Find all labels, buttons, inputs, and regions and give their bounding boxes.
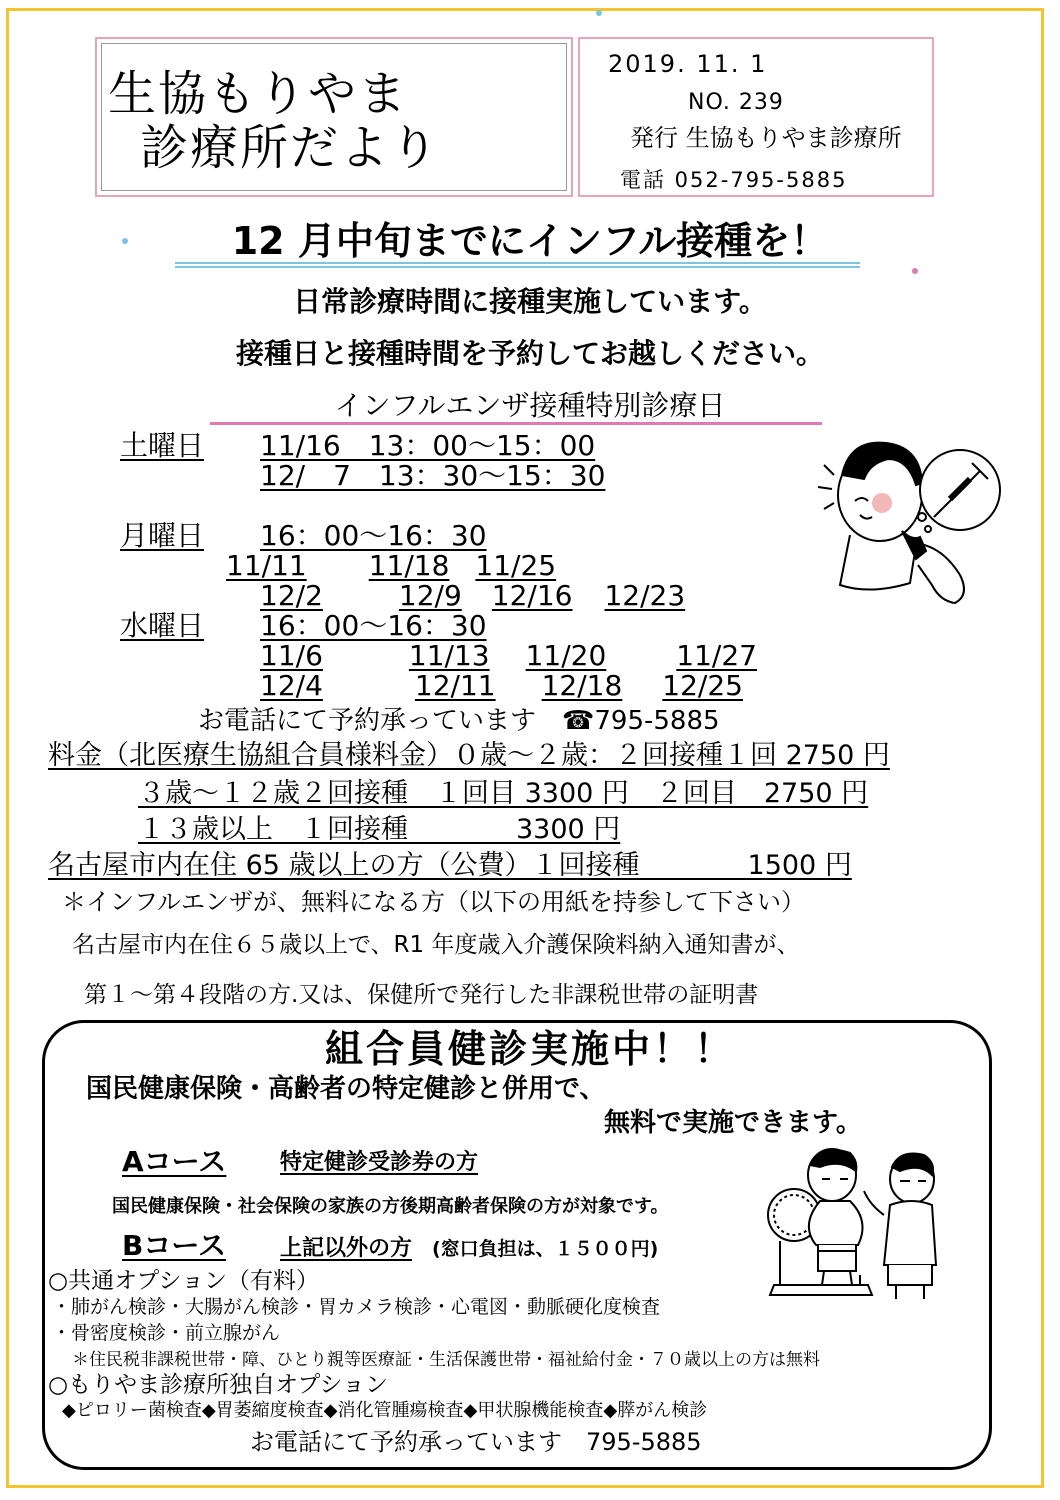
headline-underline xyxy=(175,262,860,268)
flu-reserve-phone: お電話にて予約承っています ☎795-5885 xyxy=(198,706,720,736)
masthead-title-line1: 生協もりやま xyxy=(108,66,409,122)
date-item: 12/25 xyxy=(662,669,743,702)
date-item: 12/4 xyxy=(260,669,323,702)
course-b-note: (窓口負担は、１５００円) xyxy=(432,1238,659,1260)
flu-subtitle-1: 日常診療時間に接種実施しています。 xyxy=(293,285,767,318)
special-days-underline xyxy=(210,422,822,425)
common-options-items-1: ・肺がん検診・大腸がん検診・胃カメラ検診・心電図・動脈硬化度検査 xyxy=(52,1296,661,1318)
monday-label: 月曜日 xyxy=(120,519,205,552)
checkup-subtitle-2: 無料で実施できます。 xyxy=(604,1108,862,1138)
course-b-label: Bコース xyxy=(122,1229,226,1262)
date-item: 12/11 xyxy=(414,669,496,702)
date-item: 11/27 xyxy=(676,639,757,672)
date-item: 11/11 xyxy=(226,549,307,582)
date-item: 11/13 xyxy=(408,639,490,672)
wednesday-dates-row-2 xyxy=(260,669,743,702)
saturday-row-1: 11/16 13：00～15：00 xyxy=(260,429,596,462)
date-item: 11/20 xyxy=(525,639,607,672)
fee-line-1: 料金（北医療生協組合員様料金）０歳～２歳：２回接種１回 2750 円 xyxy=(48,740,890,771)
common-options-title: ○共通オプション（有料） xyxy=(48,1268,319,1294)
date-item: 11/25 xyxy=(475,549,557,582)
fee-line-3: １３歳以上 １回接種 3300 円 xyxy=(138,814,621,845)
injection-illustration-icon xyxy=(810,425,1010,615)
course-a-text: 特定健診受診券の方 xyxy=(280,1150,479,1175)
common-options-items-2: ・骨密度検診・前立腺がん xyxy=(52,1322,281,1344)
own-options-items: ◆ピロリー菌検査◆胃萎縮度検査◆消化管腫瘍検査◆甲状腺機能検査◆膵がん検診 xyxy=(62,1400,708,1421)
decor-dot xyxy=(912,268,918,274)
free-eligibility-line-2: 第１～第４段階の方.又は、保健所で発行した非課税世帯の証明書 xyxy=(84,982,759,1008)
monday-dates-row-1 xyxy=(226,549,688,582)
saturday-row-2: 12/ 7 13：30～15：30 xyxy=(260,459,606,492)
saturday-label: 土曜日 xyxy=(120,429,205,462)
wednesday-label: 水曜日 xyxy=(120,609,205,642)
monday-time: 16：00～16：30 xyxy=(260,519,487,552)
date-item: 12/18 xyxy=(541,669,623,702)
issue-number: NO. 239 xyxy=(688,90,784,115)
phone-number: 電話 052-795-5885 xyxy=(620,168,848,192)
course-b-text: 上記以外の方 xyxy=(280,1236,413,1261)
flu-subtitle-2: 接種日と接種時間を予約してお越しください。 xyxy=(235,337,824,370)
publisher: 発行 生協もりやま診療所 xyxy=(630,124,902,152)
own-options-title: ○もりやま診療所独自オプション xyxy=(48,1372,388,1398)
masthead-title-line2: 診療所だより xyxy=(140,120,441,176)
date-item: 11/18 xyxy=(368,549,450,582)
decor-dot xyxy=(596,10,602,16)
date-item: 12/9 xyxy=(398,579,462,612)
special-days-title: インフルエンザ接種特別診療日 xyxy=(334,389,726,422)
checkup-reserve-phone: お電話にて予約承っています 795-5885 xyxy=(250,1428,702,1456)
free-eligibility-note: ＊インフルエンザが、無料になる方（以下の用紙を持参して下さい） xyxy=(62,888,806,916)
checkup-subtitle-1: 国民健康保険・高齢者の特定健診と併用で、 xyxy=(86,1074,606,1104)
date-item: 12/23 xyxy=(604,579,686,612)
flu-headline: 12 月中旬までにインフル接種を！ xyxy=(231,219,829,263)
course-a-description: 国民健康保険・社会保険の家族の方後期高齢者保険の方が対象です。 xyxy=(112,1196,669,1217)
wednesday-time: 16：00～16：30 xyxy=(260,609,487,642)
fee-line-4: 名古屋市内在住 65 歳以上の方（公費）１回接種 1500 円 xyxy=(48,850,852,881)
fee-line-2: ３歳～１２歳２回接種 １回目 3300 円 ２回目 2750 円 xyxy=(138,778,869,809)
checkup-headline: 組合員健診実施中！！ xyxy=(324,1027,735,1071)
date-item: 11/6 xyxy=(260,639,323,672)
date-item: 12/16 xyxy=(491,579,573,612)
date-item: 12/2 xyxy=(260,579,323,612)
course-a-label: Aコース xyxy=(122,1145,227,1178)
free-condition-note: ＊住民税非課税世帯・障、ひとり親等医療証・生活保護世帯・福祉給付金・７０歳以上の方は無料 xyxy=(72,1350,820,1370)
monday-dates-row-2 xyxy=(260,579,686,612)
wednesday-dates-row-1 xyxy=(120,639,757,672)
health-checkup-illustration-icon xyxy=(760,1135,960,1315)
free-eligibility-line-1: 名古屋市内在住６５歳以上で、R1 年度歳入介護保険料納入通知書が、 xyxy=(72,932,800,958)
issue-date: 2019. 11. 1 xyxy=(608,50,768,78)
